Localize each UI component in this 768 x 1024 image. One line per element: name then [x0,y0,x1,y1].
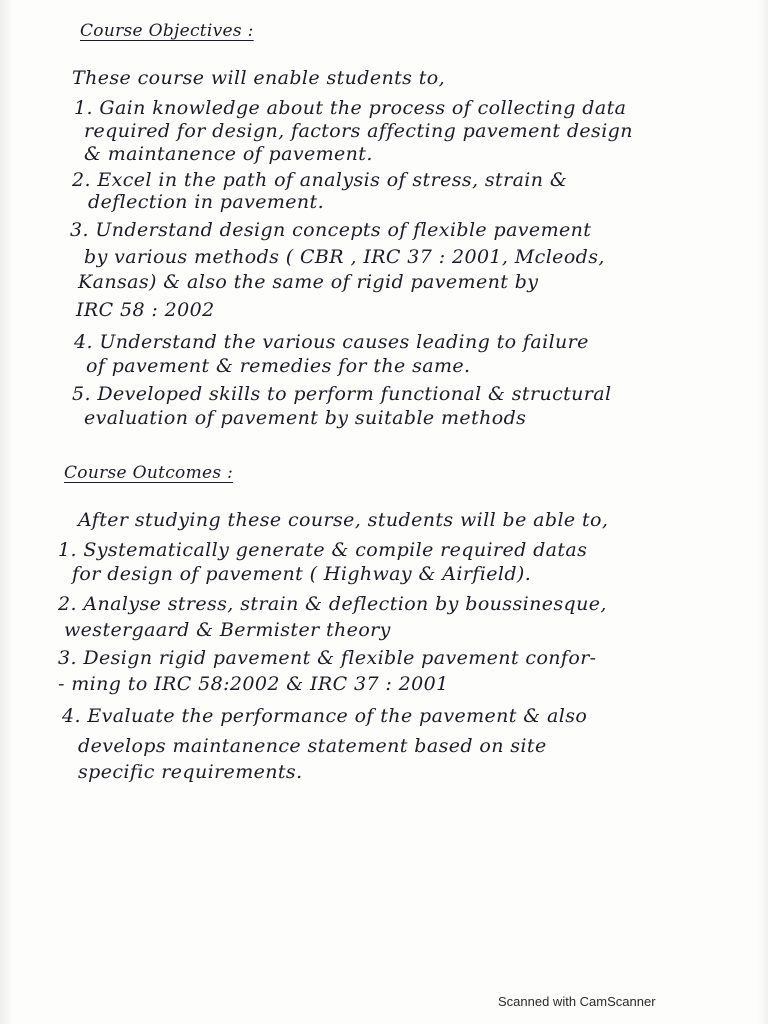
objectives-intro: These course will enable students to, [72,67,446,89]
objective-line: 5. Developed skills to perform functional & structural [72,383,612,405]
page-edge-shadow-left [0,0,14,1024]
objective-line: evaluation of pavement by suitable methods [84,407,527,429]
outcome-line: 3. Design rigid pavement & flexible pavement confor- [58,647,597,669]
objective-line: Kansas) & also the same of rigid pavement by [78,271,539,293]
outcome-line: - ming to IRC 58:2002 & IRC 37 : 2001 [58,673,449,695]
objective-line: deflection in pavement. [88,191,325,213]
objective-line: IRC 58 : 2002 [76,299,215,321]
outcome-line: 4. Evaluate the performance of the pavement & also [62,705,588,727]
outcome-line: develops maintanence statement based on site [78,735,547,757]
objective-line: 4. Understand the various causes leading to failure [74,331,589,353]
outcomes-intro: After studying these course, students will be able to, [78,509,609,531]
outcomes-heading: Course Outcomes : [64,463,234,483]
objective-line: required for design, factors affecting pavement design [84,120,633,142]
objective-line: & maintanence of pavement. [84,143,373,165]
camscanner-watermark: Scanned with CamScanner [498,994,656,1009]
page-edge-shadow-right [758,0,768,1024]
objective-line: of pavement & remedies for the same. [86,355,471,377]
outcome-line: for design of pavement ( Highway & Airfield). [72,563,532,585]
objective-line: 3. Understand design concepts of flexible pavement [70,219,592,241]
outcome-line: 2. Analyse stress, strain & deflection by boussinesque, [58,593,607,615]
objective-line: 1. Gain knowledge about the process of collecting data [74,97,627,119]
objectives-heading: Course Objectives : [80,21,254,41]
outcome-line: 1. Systematically generate & compile required datas [58,539,588,561]
outcome-line: westergaard & Bermister theory [64,619,391,641]
objective-line: 2. Excel in the path of analysis of stress, strain & [72,169,568,191]
outcome-line: specific requirements. [78,761,303,783]
objective-line: by various methods ( CBR , IRC 37 : 2001, Mcleods, [84,246,605,268]
